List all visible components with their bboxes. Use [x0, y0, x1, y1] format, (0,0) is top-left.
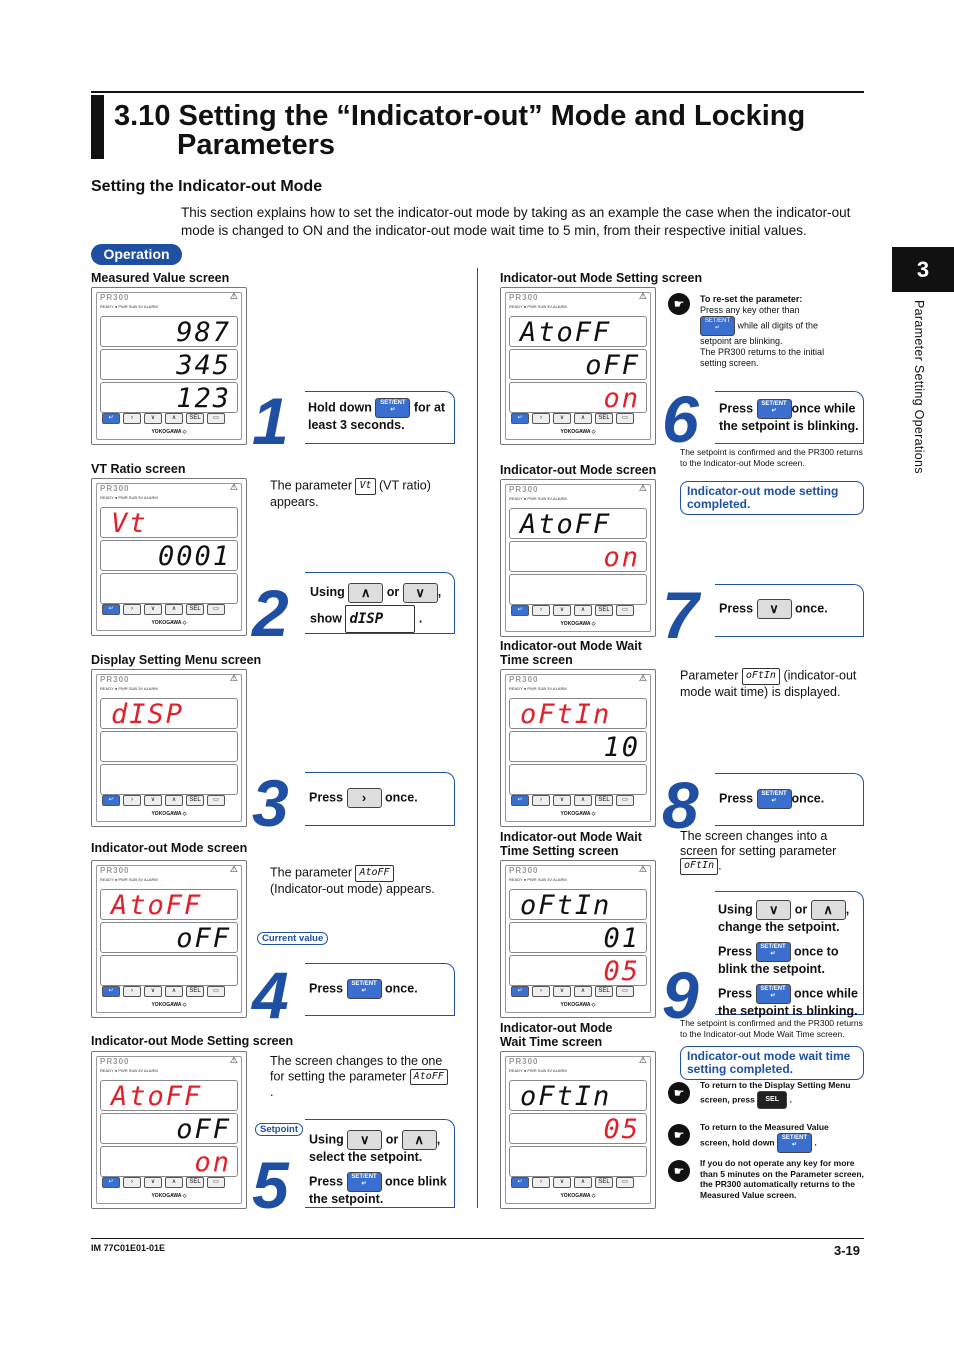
- status-lamps: READY ● PWR SUB 3V ALARM: [509, 877, 567, 882]
- step-number: 1: [252, 384, 289, 458]
- menu-key[interactable]: ▭: [207, 604, 225, 615]
- yokogawa-logo: YOKOGAWA ◇: [560, 621, 596, 627]
- set-ent-key[interactable]: ↵: [511, 605, 529, 616]
- display-value: 123: [176, 383, 231, 413]
- intro-text: This section explains how to set the indicator-out mode by taking as an example the case when the indicator-out mode is changed to ON and the indicator-out mode wait time to 5 min, from their respective initial values.: [181, 205, 851, 238]
- step-7-text: Press ∨ once.: [719, 599, 828, 619]
- sel-key[interactable]: SEL: [186, 413, 204, 424]
- yokogawa-logo: YOKOGAWA ◇: [151, 811, 187, 817]
- controller-display: [91, 860, 247, 1018]
- step-8-intro: Parameter oFtIn (indicator-out mode wait time) is displayed.: [680, 668, 857, 699]
- status-lamps: READY ● PWR SUB 3V ALARM: [509, 1068, 567, 1073]
- step-2-intro: The parameter Vt (VT ratio) appears.: [270, 478, 431, 509]
- display-row: [509, 574, 647, 605]
- display-value: oFF: [176, 1114, 231, 1144]
- display-row: [509, 316, 647, 347]
- display-row: [100, 922, 238, 953]
- return-note-display: To return to the Display Setting Menu screen, press SEL .: [700, 1080, 865, 1109]
- display-row: [509, 349, 647, 380]
- status-lamps: READY ● PWR SUB 3V ALARM: [509, 496, 567, 501]
- display-value: 01: [603, 923, 640, 953]
- down-key[interactable]: ∨: [553, 413, 571, 424]
- display-row: [100, 1080, 238, 1111]
- up-key[interactable]: ∧: [165, 1177, 183, 1188]
- screen-label: Indicator-out Mode Setting screen: [91, 1034, 294, 1048]
- display-value: oFF: [585, 350, 640, 380]
- step-4-intro: The parameter AtoFF (Indicator-out mode) appears.: [270, 865, 435, 896]
- brand-logo: PR300: [100, 293, 130, 302]
- warning-icon: ⚠: [638, 1055, 647, 1065]
- controller-display: [500, 860, 656, 1018]
- display-value: dISP: [111, 699, 185, 729]
- menu-key[interactable]: ▭: [207, 1177, 225, 1188]
- display-value: on: [603, 542, 640, 572]
- set-ent-button[interactable]: SET/ENT ↵: [757, 789, 792, 809]
- display-row: [100, 889, 238, 920]
- set-ent-button[interactable]: SET/ENT ↵: [375, 398, 410, 418]
- title-bar: [91, 95, 104, 159]
- screen-label: Indicator-out Mode screen: [500, 463, 657, 477]
- yokogawa-logo: YOKOGAWA ◇: [560, 429, 596, 435]
- set-ent-button[interactable]: SET/ENT ↵: [756, 942, 791, 962]
- brand-logo: PR300: [100, 675, 130, 684]
- step-6-text: Press SET/ENT ↵ once while the setpoint is blinking.: [719, 401, 859, 433]
- step-number: 3: [252, 766, 289, 840]
- key-row: [511, 795, 634, 807]
- sel-key[interactable]: SEL: [186, 986, 204, 997]
- step-9-intro: The screen changes into a screen for setting parameter oFtIn .: [680, 829, 837, 873]
- up-key[interactable]: ∧: [165, 604, 183, 615]
- status-lamps: READY ● PWR SUB 3V ALARM: [509, 304, 567, 309]
- set-ent-key[interactable]: ↵: [511, 413, 529, 424]
- warning-icon: ⚠: [638, 483, 647, 493]
- display-row: [509, 541, 647, 572]
- display-value: on: [603, 383, 640, 413]
- status-lamps: READY ● PWR SUB 3V ALARM: [100, 877, 158, 882]
- display-value: on: [194, 1147, 231, 1177]
- key-row: [511, 413, 634, 425]
- step-number: 6: [662, 382, 699, 456]
- display-value: oFtIn: [520, 890, 612, 920]
- set-ent-key[interactable]: ↵: [102, 986, 120, 997]
- display-value: AtoFF: [111, 890, 203, 920]
- warning-icon: ⚠: [229, 673, 238, 683]
- hand-icon: ☛: [668, 1124, 690, 1146]
- down-key[interactable]: ∨: [144, 795, 162, 806]
- menu-key[interactable]: ▭: [616, 1177, 634, 1188]
- step-number: 4: [252, 958, 289, 1032]
- operation-badge: Operation: [91, 244, 182, 265]
- down-button[interactable]: ∨: [403, 583, 438, 603]
- display-value: 05: [603, 956, 640, 986]
- right-key[interactable]: ›: [532, 986, 550, 997]
- up-key[interactable]: ∧: [165, 986, 183, 997]
- page-number: 3-19: [834, 1243, 861, 1258]
- display-value: 345: [176, 350, 231, 380]
- sel-key[interactable]: SEL: [595, 605, 613, 616]
- up-key[interactable]: ∧: [574, 986, 592, 997]
- screen-label: Indicator-out Mode Setting screen: [500, 271, 703, 285]
- right-key[interactable]: ›: [532, 1177, 550, 1188]
- set-ent-key[interactable]: ↵: [511, 795, 529, 806]
- status-lamps: READY ● PWR SUB 3V ALARM: [100, 1068, 158, 1073]
- down-key[interactable]: ∨: [144, 1177, 162, 1188]
- display-row: [509, 955, 647, 986]
- display-row: [100, 349, 238, 380]
- display-row: [100, 316, 238, 347]
- step-number: 2: [252, 576, 289, 650]
- current-value-tag: Current value: [257, 932, 328, 945]
- display-row: [100, 507, 238, 538]
- completed-callout: Indicator-out mode wait time setting completed.: [680, 1046, 864, 1080]
- down-key[interactable]: ∨: [553, 605, 571, 616]
- step-3-text: Press › once.: [309, 788, 418, 808]
- display-value: 987: [176, 317, 231, 347]
- section-heading: Setting the Indicator-out Mode: [91, 178, 323, 195]
- sel-key[interactable]: SEL: [186, 795, 204, 806]
- brand-logo: PR300: [100, 866, 130, 875]
- sel-key[interactable]: SEL: [595, 413, 613, 424]
- down-key[interactable]: ∨: [553, 986, 571, 997]
- brand-logo: PR300: [100, 1057, 130, 1066]
- sel-key[interactable]: SEL: [595, 795, 613, 806]
- brand-logo: PR300: [509, 485, 539, 494]
- step-number: 7: [662, 578, 699, 652]
- display-row: [100, 955, 238, 986]
- menu-key[interactable]: ▭: [207, 795, 225, 806]
- display-value: AtoFF: [111, 1081, 203, 1111]
- down-key[interactable]: ∨: [144, 986, 162, 997]
- setpoint-tag: Setpoint: [255, 1123, 303, 1136]
- warning-icon: ⚠: [638, 864, 647, 874]
- warning-icon: ⚠: [638, 673, 647, 683]
- warning-icon: ⚠: [638, 291, 647, 301]
- set-ent-key[interactable]: ↵: [102, 795, 120, 806]
- sel-key[interactable]: SEL: [595, 1177, 613, 1188]
- key-row: [102, 413, 225, 425]
- key-row: [511, 1177, 634, 1189]
- step-2-text: Using ∧ or ∨ , show dISP .: [310, 579, 455, 633]
- key-row: [102, 604, 225, 616]
- controller-display: [91, 1051, 247, 1209]
- chapter-side-label: Parameter Setting Operations: [912, 300, 926, 474]
- yokogawa-logo: YOKOGAWA ◇: [560, 1193, 596, 1199]
- set-ent-button[interactable]: SET/ENT ↵: [347, 1172, 382, 1192]
- step-number: 8: [662, 768, 699, 842]
- up-key[interactable]: ∧: [165, 413, 183, 424]
- page-title: 3.10 Setting the “Indicator-out” Mode and Locking Parameters: [114, 100, 806, 161]
- display-row: [509, 764, 647, 795]
- step-5-intro: The screen changes to the one for setting the parameter AtoFF .: [270, 1054, 450, 1100]
- right-key[interactable]: ›: [532, 795, 550, 806]
- display-value: 10: [603, 732, 640, 762]
- brand-logo: PR300: [509, 1057, 539, 1066]
- display-row: [100, 573, 238, 604]
- sel-key[interactable]: SEL: [186, 1177, 204, 1188]
- right-key[interactable]: ›: [123, 986, 141, 997]
- column-divider: [477, 268, 478, 1208]
- display-row: [100, 540, 238, 571]
- brand-logo: PR300: [509, 866, 539, 875]
- brand-logo: PR300: [509, 675, 539, 684]
- set-ent-key[interactable]: ↵: [102, 413, 120, 424]
- display-row: [100, 764, 238, 795]
- display-row: [509, 382, 647, 413]
- menu-key[interactable]: ▭: [616, 986, 634, 997]
- timeout-note: If you do not operate any key for more than 5 minutes on the Parameter screen, the PR300 automatically returns to the Measured Value screen.: [700, 1158, 864, 1200]
- warning-icon: ⚠: [229, 1055, 238, 1065]
- controller-display: [500, 287, 656, 445]
- up-key[interactable]: ∧: [165, 795, 183, 806]
- display-value: oFtIn: [520, 1081, 612, 1111]
- yokogawa-logo: YOKOGAWA ◇: [151, 1193, 187, 1199]
- step-6-note: To re-set the parameter: Press any key other than SET/ENT ↵ while all digits of the setpoint are blinking. The PR300 returns to the initial setting screen.: [700, 294, 825, 368]
- right-key[interactable]: ›: [123, 604, 141, 615]
- bottom-rule: [91, 1238, 864, 1239]
- display-row: [509, 731, 647, 762]
- menu-key[interactable]: ▭: [207, 413, 225, 424]
- display-value: oFF: [176, 923, 231, 953]
- display-row: [509, 1113, 647, 1144]
- controller-display: [500, 479, 656, 637]
- set-ent-button[interactable]: SET/ENT ↵: [757, 399, 792, 419]
- up-key[interactable]: ∧: [574, 795, 592, 806]
- display-row: [509, 889, 647, 920]
- set-ent-button[interactable]: SET/ENT ↵: [777, 1133, 812, 1153]
- right-key[interactable]: ›: [532, 605, 550, 616]
- menu-key[interactable]: ▭: [207, 986, 225, 997]
- yokogawa-logo: YOKOGAWA ◇: [560, 811, 596, 817]
- display-row: [100, 1113, 238, 1144]
- brand-logo: PR300: [509, 293, 539, 302]
- yokogawa-logo: YOKOGAWA ◇: [151, 620, 187, 626]
- up-key[interactable]: ∧: [574, 1177, 592, 1188]
- display-row: [100, 731, 238, 762]
- key-row: [511, 605, 634, 617]
- display-value: 05: [603, 1114, 640, 1144]
- hand-icon: ☛: [668, 1082, 690, 1104]
- down-key[interactable]: ∨: [144, 604, 162, 615]
- sel-key[interactable]: SEL: [186, 604, 204, 615]
- brand-logo: PR300: [100, 484, 130, 493]
- set-ent-button[interactable]: SET/ENT ↵: [756, 984, 791, 1004]
- display-value: Vt: [111, 508, 148, 538]
- down-key[interactable]: ∨: [144, 413, 162, 424]
- warning-icon: ⚠: [229, 482, 238, 492]
- screen-label: Measured Value screen: [91, 271, 230, 285]
- step-number: 5: [252, 1148, 289, 1222]
- down-key[interactable]: ∨: [553, 1177, 571, 1188]
- step-1-text: Hold down SET/ENT ↵ for at least 3 seconds.: [308, 400, 446, 432]
- controller-display: [500, 1051, 656, 1209]
- right-key[interactable]: ›: [123, 1177, 141, 1188]
- hand-icon: ☛: [668, 1160, 690, 1182]
- up-key[interactable]: ∧: [574, 413, 592, 424]
- top-rule: [91, 91, 864, 93]
- status-lamps: READY ● PWR SUB 3V ALARM: [100, 495, 158, 500]
- menu-key[interactable]: ▭: [616, 795, 634, 806]
- yokogawa-logo: YOKOGAWA ◇: [151, 429, 187, 435]
- hand-icon: ☛: [668, 293, 690, 315]
- set-ent-key[interactable]: ↵: [511, 986, 529, 997]
- warning-icon: ⚠: [229, 291, 238, 301]
- up-key[interactable]: ∧: [574, 605, 592, 616]
- return-note-measured: To return to the Measured Value screen, hold down SET/ENT ↵ .: [700, 1122, 865, 1153]
- display-value: 0001: [157, 541, 231, 571]
- yokogawa-logo: YOKOGAWA ◇: [151, 1002, 187, 1008]
- screen-label: VT Ratio screen: [91, 462, 186, 476]
- controller-display: [91, 287, 247, 445]
- step-9-text: Using ∨ or ∧ , change the setpoint. Press SET/ENT ↵ once to blink the setpoint. Press SET/ENT ↵ once while the setpoint is blinking.: [718, 902, 858, 1018]
- display-row: [100, 382, 238, 413]
- screen-label: Indicator-out Mode Wait Time screen: [500, 639, 642, 667]
- display-value: AtoFF: [520, 317, 612, 347]
- status-lamps: READY ● PWR SUB 3V ALARM: [100, 686, 158, 691]
- step-4-text: Press SET/ENT ↵ once.: [309, 979, 418, 999]
- screen-label: Display Setting Menu screen: [91, 653, 262, 667]
- up-button[interactable]: ∧: [348, 583, 383, 603]
- up-button[interactable]: ∧: [811, 900, 846, 920]
- down-button[interactable]: ∨: [756, 900, 791, 920]
- sel-key[interactable]: SEL: [595, 986, 613, 997]
- step-9-after: The setpoint is confirmed and the PR300 returns to the Indicator-out Mode Wait Time screen.: [680, 1018, 863, 1039]
- step-number: 9: [662, 958, 699, 1032]
- down-button[interactable]: ∨: [347, 1130, 382, 1150]
- up-button[interactable]: ∧: [402, 1130, 437, 1150]
- warning-icon: ⚠: [229, 864, 238, 874]
- display-row: [509, 508, 647, 539]
- key-row: [102, 986, 225, 998]
- key-row: [511, 986, 634, 998]
- completed-callout: Indicator-out mode setting completed.: [680, 481, 864, 515]
- down-button[interactable]: ∨: [757, 599, 792, 619]
- display-row: [509, 1146, 647, 1177]
- display-row: [100, 1146, 238, 1177]
- controller-display: [91, 478, 247, 636]
- screen-label: Indicator-out Mode Wait Time screen: [500, 1021, 613, 1049]
- set-ent-key[interactable]: ↵: [511, 1177, 529, 1188]
- step-5-text: Using ∨ or ∧ , select the setpoint. Press SET/ENT ↵ once blink the setpoint.: [309, 1132, 447, 1206]
- display-value: AtoFF: [520, 509, 612, 539]
- menu-key[interactable]: ▭: [616, 605, 634, 616]
- step-6-after: The setpoint is confirmed and the PR300 returns to the Indicator-out Mode screen.: [680, 447, 863, 468]
- screen-label: Indicator-out Mode screen: [91, 841, 248, 855]
- sel-button[interactable]: SEL: [757, 1091, 787, 1109]
- key-row: [102, 795, 225, 807]
- menu-key[interactable]: ▭: [616, 413, 634, 424]
- down-key[interactable]: ∨: [553, 795, 571, 806]
- display-row: [509, 1080, 647, 1111]
- status-lamps: READY ● PWR SUB 3V ALARM: [100, 304, 158, 309]
- display-row: [509, 922, 647, 953]
- set-ent-button[interactable]: SET/ENT ↵: [347, 979, 382, 999]
- chapter-tab: 3: [892, 247, 954, 292]
- set-ent-key[interactable]: ↵: [102, 1177, 120, 1188]
- yokogawa-logo: YOKOGAWA ◇: [560, 1002, 596, 1008]
- step-8-text: Press SET/ENT ↵ once.: [719, 789, 824, 809]
- doc-id: IM 77C01E01-01E: [91, 1243, 166, 1253]
- display-row: [100, 698, 238, 729]
- right-key[interactable]: ›: [532, 413, 550, 424]
- right-key[interactable]: ›: [123, 413, 141, 424]
- screen-label: Indicator-out Mode Wait Time Setting screen: [500, 830, 642, 858]
- key-row: [102, 1177, 225, 1189]
- right-button[interactable]: ›: [347, 788, 382, 808]
- set-ent-key[interactable]: ↵: [102, 604, 120, 615]
- status-lamps: READY ● PWR SUB 3V ALARM: [509, 686, 567, 691]
- right-key[interactable]: ›: [123, 795, 141, 806]
- controller-display: [91, 669, 247, 827]
- display-value: oFtIn: [520, 699, 612, 729]
- set-ent-button[interactable]: SET/ENT ↵: [700, 316, 735, 336]
- controller-display: [500, 669, 656, 827]
- display-row: [509, 698, 647, 729]
